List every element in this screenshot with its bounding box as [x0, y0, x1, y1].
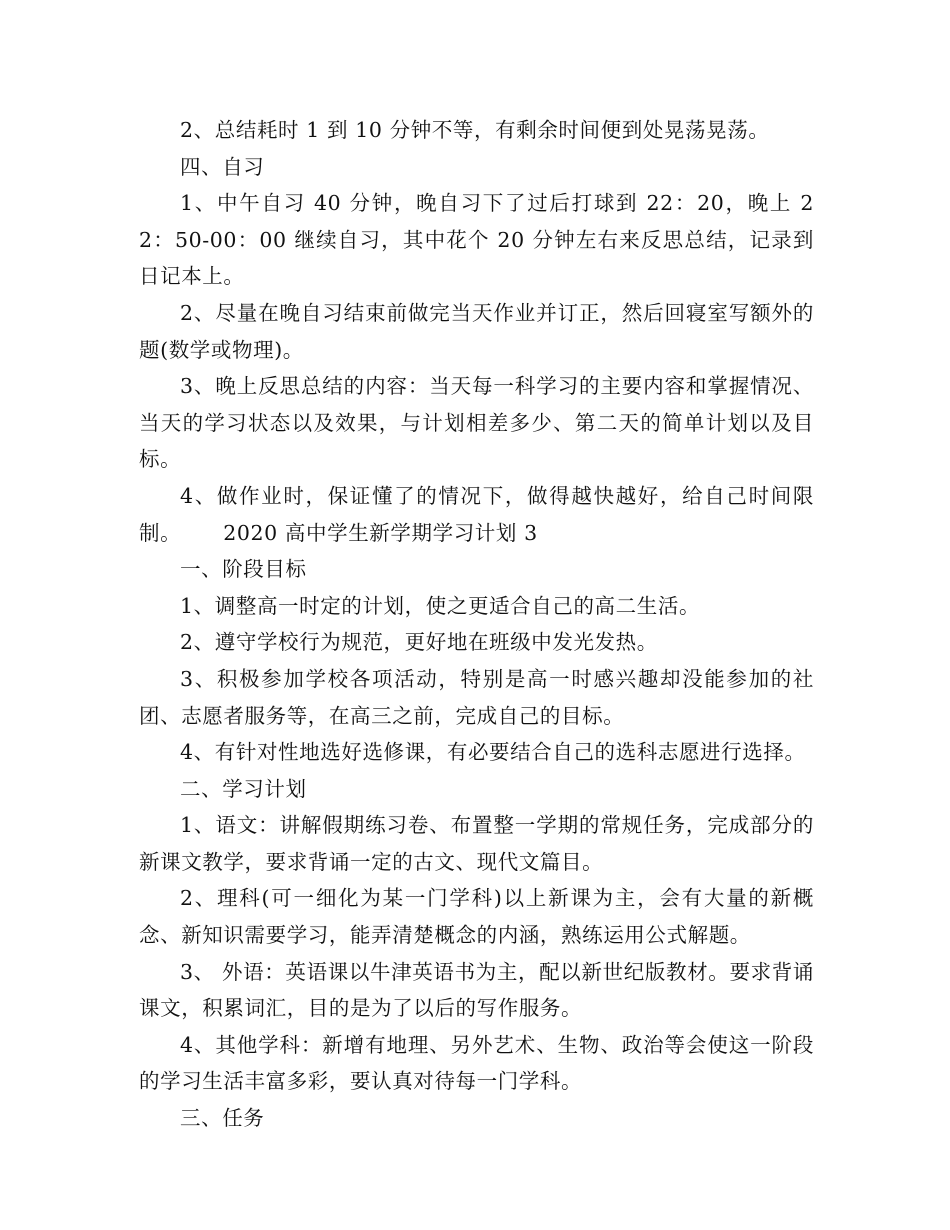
section-heading-tasks: 三、任务 — [180, 1106, 265, 1131]
goal-item-activities: 3、积极参加学校各项活动，特别是高一时感兴趣却没能参加的社团、志愿者服务等，在高三之前，完成自己的目标。 — [139, 666, 814, 728]
plan-item-foreign-language: 3、 外语：英语课以牛津英语书为主，配以新世纪版教材。要求背诵课文，积累词汇，目的是为了以后的写作服务。 — [139, 959, 814, 1021]
plan-item-other-subjects: 4、其他学科：新增有地理、另外艺术、生物、政治等会使这一阶段的学习生活丰富多彩，要认真对待每一门学科。 — [139, 1032, 814, 1094]
plan-title-3: 2020 高中学生新学期学习计划 3 — [223, 520, 538, 545]
section-heading-self-study: 四、自习 — [180, 154, 265, 179]
paragraph-self-study-schedule: 1、中午自习 40 分钟，晚自习下了过后打球到 22：20，晚上 22：50-00：00 继续自习，其中花个 20 分钟左右来反思总结，记录到日记本上。 — [139, 191, 814, 289]
goal-item-school-rules: 2、遵守学校行为规范，更好地在班级中发光发热。 — [180, 630, 658, 655]
document-body — [139, 112, 814, 1137]
paragraph-homework-speed — [139, 478, 814, 551]
plan-item-science: 2、理科(可一细化为某一门学科)以上新课为主，会有大量的新概念、新知识需要学习，能弄清楚概念的内涵，熟练运用公式解题。 — [139, 886, 814, 948]
paragraph-summary-time: 2、总结耗时 1 到 10 分钟不等，有剩余时间便到处晃荡晃荡。 — [180, 118, 770, 142]
paragraph-homework-completion: 2、尽量在晚自习结束前做完当天作业并订正，然后回寝室写额外的题(数学或物理)。 — [139, 300, 814, 362]
section-heading-study-plan: 二、学习计划 — [180, 776, 307, 801]
paragraph-homework-speed-text: 4、做作业时，保证懂了的情况下，做得越快越好，给自己时间限制。 — [139, 483, 814, 545]
paragraph-reflection-content: 3、晚上反思总结的内容：当天每一科学习的主要内容和掌握情况、当天的学习状态以及效果，与计划相差多少、第二天的简单计划以及目标。 — [139, 374, 814, 472]
section-heading-stage-goals: 一、阶段目标 — [180, 557, 307, 582]
goal-item-adjust-plan: 1、调整高一时定的计划，使之更适合自己的高二生活。 — [180, 593, 701, 618]
plan-item-chinese: 1、语文：讲解假期练习卷、布置整一学期的常规任务，完成部分的新课文教学，要求背诵一定的古文、现代文篇目。 — [139, 813, 814, 874]
goal-item-electives: 4、有针对性地选好选修课，有必要结合自己的选科志愿进行选择。 — [180, 740, 806, 765]
